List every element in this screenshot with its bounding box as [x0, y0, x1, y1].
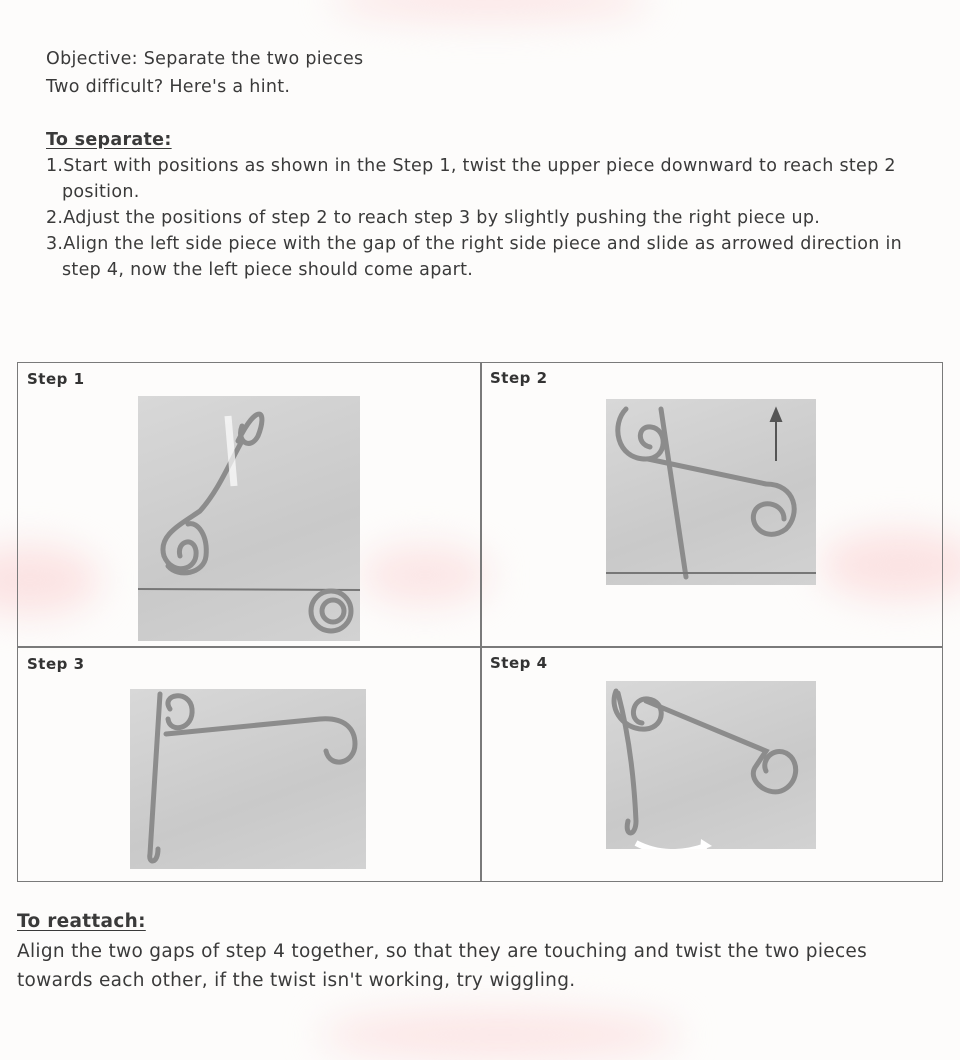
step-2-wire-puzzle [606, 399, 816, 585]
separate-step-3-line2: step 4, now the left piece should come apart. [62, 260, 474, 280]
separate-step-1 [46, 153, 956, 205]
step-3-label: Step 3 [27, 655, 85, 673]
step-2-label: Step 2 [490, 369, 548, 387]
objective-text: Objective: Separate the two pieces [46, 49, 364, 69]
reattach-heading: To reattach: [17, 911, 146, 932]
separate-step-1-line2: position. [62, 182, 140, 202]
reattach-body [17, 937, 947, 995]
step-1-wire-puzzle [138, 396, 360, 641]
scan-blot-top [330, 0, 650, 20]
separate-step-1-line1: 1.Start with positions as shown in the Step 1, twist the upper piece downward to reach step 2 [46, 156, 896, 176]
hint-text: Two difficult? Here's a hint. [46, 77, 291, 97]
separate-heading: To separate: [46, 130, 172, 150]
step-4-photo [606, 681, 816, 849]
step-3-wire-puzzle [130, 689, 366, 869]
step-2-photo [606, 399, 816, 585]
separate-step-2 [46, 205, 956, 231]
grid-divider-vertical [480, 362, 482, 882]
step-1-label: Step 1 [27, 370, 85, 388]
step-3-photo [130, 689, 366, 869]
grid-divider-horizontal [17, 646, 943, 648]
step-4-wire-puzzle [606, 681, 816, 849]
separate-step-2-line1: 2.Adjust the positions of step 2 to reach step 3 by slightly pushing the right piece up. [46, 208, 821, 228]
reattach-line-2: towards each other, if the twist isn't working, try wiggling. [17, 970, 576, 991]
separate-step-3-line1: 3.Align the left side piece with the gap of the right side piece and slide as arrowed direction in [46, 234, 903, 254]
step-4-label: Step 4 [490, 654, 548, 672]
reattach-line-1: Align the two gaps of step 4 together, so that they are touching and twist the two pieces [17, 941, 868, 962]
step-1-photo [138, 396, 360, 641]
separate-step-3 [46, 231, 956, 283]
